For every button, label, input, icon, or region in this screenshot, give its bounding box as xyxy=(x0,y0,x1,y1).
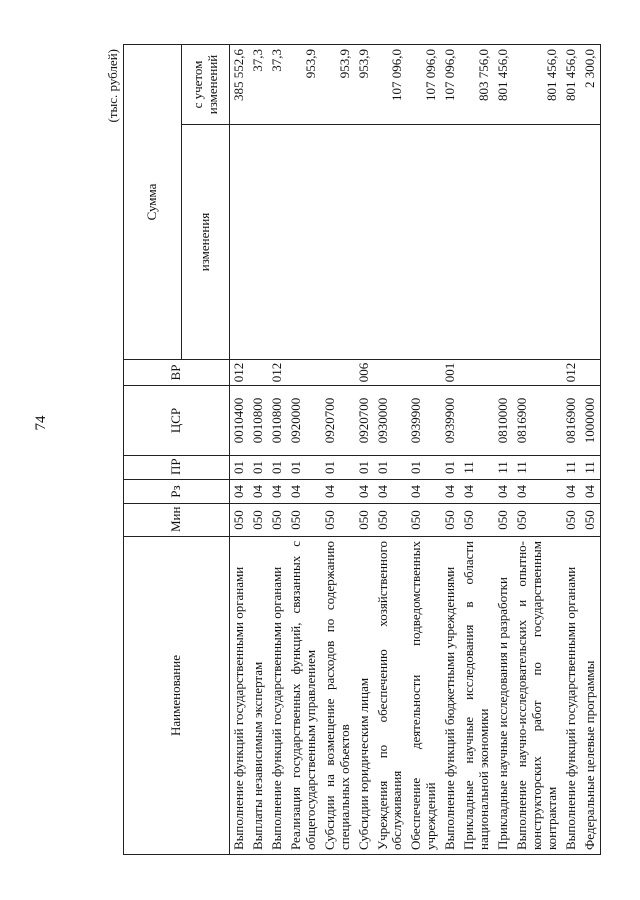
row-rz: 04 xyxy=(287,480,321,504)
row-rz: 04 xyxy=(355,480,374,504)
table-row xyxy=(513,45,562,855)
row-vr: 012 xyxy=(230,360,249,386)
row-changes xyxy=(230,125,249,360)
row-min: 050 xyxy=(321,504,355,537)
row-total: 953,9 xyxy=(321,45,355,125)
rotated-document xyxy=(105,45,597,855)
row-pr: 01 xyxy=(287,456,321,480)
row-vr: 006 xyxy=(355,360,374,386)
row-name: Выполнение функций государственными органами xyxy=(268,537,287,855)
row-rz: 04 xyxy=(230,480,249,504)
row-vr xyxy=(249,360,268,386)
row-pr: 01 xyxy=(230,456,249,480)
row-total: 2 300,0 xyxy=(581,45,600,125)
row-changes xyxy=(513,125,562,360)
row-total: 953,9 xyxy=(355,45,374,125)
row-total: 803 756,0 xyxy=(460,45,494,125)
row-csr: 0939900 xyxy=(407,386,441,456)
row-rz: 04 xyxy=(268,480,287,504)
units-note: (тыс. рублей) xyxy=(105,49,120,123)
row-total: 385 552,6 xyxy=(230,45,249,125)
row-changes xyxy=(407,125,441,360)
row-min: 050 xyxy=(513,504,562,537)
row-vr xyxy=(407,360,441,386)
row-pr: 11 xyxy=(562,456,581,480)
row-name: Учреждения по обеспечению хозяйственного обслуживания xyxy=(374,537,408,855)
row-min: 050 xyxy=(230,504,249,537)
row-vr xyxy=(513,360,562,386)
table-row xyxy=(321,45,355,855)
row-rz: 04 xyxy=(407,480,441,504)
row-total: 37,3 xyxy=(268,45,287,125)
row-changes xyxy=(441,125,460,360)
row-name: Субсидии на возмещение расходов по содержанию специальных объектов xyxy=(321,537,355,855)
row-min: 050 xyxy=(441,504,460,537)
row-pr: 01 xyxy=(355,456,374,480)
row-vr: 012 xyxy=(562,360,581,386)
row-rz: 04 xyxy=(581,480,600,504)
row-vr: 012 xyxy=(268,360,287,386)
row-changes xyxy=(494,125,513,360)
row-csr: 0010400 xyxy=(230,386,249,456)
row-changes xyxy=(268,125,287,360)
row-name: Реализация государственных функций, связанных с общегосударственным управлением xyxy=(287,537,321,855)
table-row xyxy=(581,45,600,855)
row-changes xyxy=(460,125,494,360)
row-name: Выплаты независимым экспертам xyxy=(249,537,268,855)
row-pr: 01 xyxy=(321,456,355,480)
row-min: 050 xyxy=(460,504,494,537)
table-row xyxy=(460,45,494,855)
table-row xyxy=(287,45,321,855)
row-csr: 0920700 xyxy=(321,386,355,456)
row-rz: 04 xyxy=(513,480,562,504)
row-pr: 01 xyxy=(268,456,287,480)
row-name: Выполнение функций государственными органами xyxy=(562,537,581,855)
row-rz: 04 xyxy=(441,480,460,504)
table-header xyxy=(124,45,230,855)
row-name: Федеральные целевые программы xyxy=(581,537,600,855)
row-rz: 04 xyxy=(562,480,581,504)
table-row xyxy=(268,45,287,855)
table-body xyxy=(230,45,601,855)
row-csr: 0920700 xyxy=(355,386,374,456)
header-vr: ВР xyxy=(124,360,230,386)
row-min: 050 xyxy=(249,504,268,537)
row-min: 050 xyxy=(581,504,600,537)
row-changes xyxy=(581,125,600,360)
row-changes xyxy=(374,125,408,360)
table-row xyxy=(494,45,513,855)
row-vr xyxy=(494,360,513,386)
header-min: Мин xyxy=(124,504,230,537)
row-min: 050 xyxy=(287,504,321,537)
row-total: 953,9 xyxy=(287,45,321,125)
row-csr: 0010800 xyxy=(268,386,287,456)
table-row xyxy=(562,45,581,855)
row-name: Прикладные научные исследования в области национальной экономики xyxy=(460,537,494,855)
table-row xyxy=(441,45,460,855)
row-name: Выполнение научно-исследовательских и опытно-конструкторских работ по государственным контрактам xyxy=(513,537,562,855)
table-row xyxy=(230,45,249,855)
row-name: Выполнение функций государственными органами xyxy=(230,537,249,855)
table-row xyxy=(355,45,374,855)
row-pr: 01 xyxy=(441,456,460,480)
row-changes xyxy=(321,125,355,360)
row-csr: 1000000 xyxy=(581,386,600,456)
row-min: 050 xyxy=(374,504,408,537)
row-total: 107 096,0 xyxy=(441,45,460,125)
row-pr: 11 xyxy=(494,456,513,480)
header-pr: ПР xyxy=(124,456,230,480)
table-row xyxy=(249,45,268,855)
row-name: Субсидии юридическим лицам xyxy=(355,537,374,855)
row-pr: 01 xyxy=(249,456,268,480)
row-csr: 0816900 xyxy=(562,386,581,456)
header-csr: ЦСР xyxy=(124,386,230,456)
budget-table xyxy=(123,44,601,855)
row-total: 801 456,0 xyxy=(513,45,562,125)
table-row xyxy=(374,45,408,855)
row-pr: 11 xyxy=(513,456,562,480)
row-pr: 11 xyxy=(460,456,494,480)
row-rz: 04 xyxy=(321,480,355,504)
row-csr: 0920000 xyxy=(287,386,321,456)
row-name: Обеспечение деятельности подведомственных учреждений xyxy=(407,537,441,855)
row-vr xyxy=(321,360,355,386)
row-total: 107 096,0 xyxy=(407,45,441,125)
header-name: Наименование xyxy=(124,537,230,855)
row-pr: 01 xyxy=(407,456,441,480)
row-vr xyxy=(287,360,321,386)
row-min: 050 xyxy=(494,504,513,537)
row-csr xyxy=(460,386,494,456)
row-min: 050 xyxy=(562,504,581,537)
row-csr: 0010800 xyxy=(249,386,268,456)
row-min: 050 xyxy=(355,504,374,537)
row-total: 37,3 xyxy=(249,45,268,125)
row-vr xyxy=(374,360,408,386)
row-changes xyxy=(562,125,581,360)
row-csr: 0810000 xyxy=(494,386,513,456)
row-min: 050 xyxy=(407,504,441,537)
row-changes xyxy=(355,125,374,360)
row-vr xyxy=(460,360,494,386)
row-changes xyxy=(287,125,321,360)
table-row xyxy=(407,45,441,855)
row-name: Выполнение функций бюджетными учреждениями xyxy=(441,537,460,855)
row-vr: 001 xyxy=(441,360,460,386)
row-total: 801 456,0 xyxy=(562,45,581,125)
row-rz: 04 xyxy=(494,480,513,504)
header-with-changes: с учетом изменений xyxy=(182,45,230,125)
row-total: 801 456,0 xyxy=(494,45,513,125)
row-total: 107 096,0 xyxy=(374,45,408,125)
row-rz: 04 xyxy=(460,480,494,504)
row-name: Прикладные научные исследования и разработки xyxy=(494,537,513,855)
row-pr: 11 xyxy=(581,456,600,480)
row-csr: 0939900 xyxy=(441,386,460,456)
page-number: 74 xyxy=(33,415,49,431)
row-csr: 0930000 xyxy=(374,386,408,456)
row-changes xyxy=(249,125,268,360)
header-rz: Рз xyxy=(124,480,230,504)
row-rz: 04 xyxy=(249,480,268,504)
row-min: 050 xyxy=(268,504,287,537)
header-changes: изменения xyxy=(182,125,230,360)
row-vr xyxy=(581,360,600,386)
header-sum: Сумма xyxy=(124,45,182,360)
row-csr: 0816900 xyxy=(513,386,562,456)
row-rz: 04 xyxy=(374,480,408,504)
row-pr: 01 xyxy=(374,456,408,480)
